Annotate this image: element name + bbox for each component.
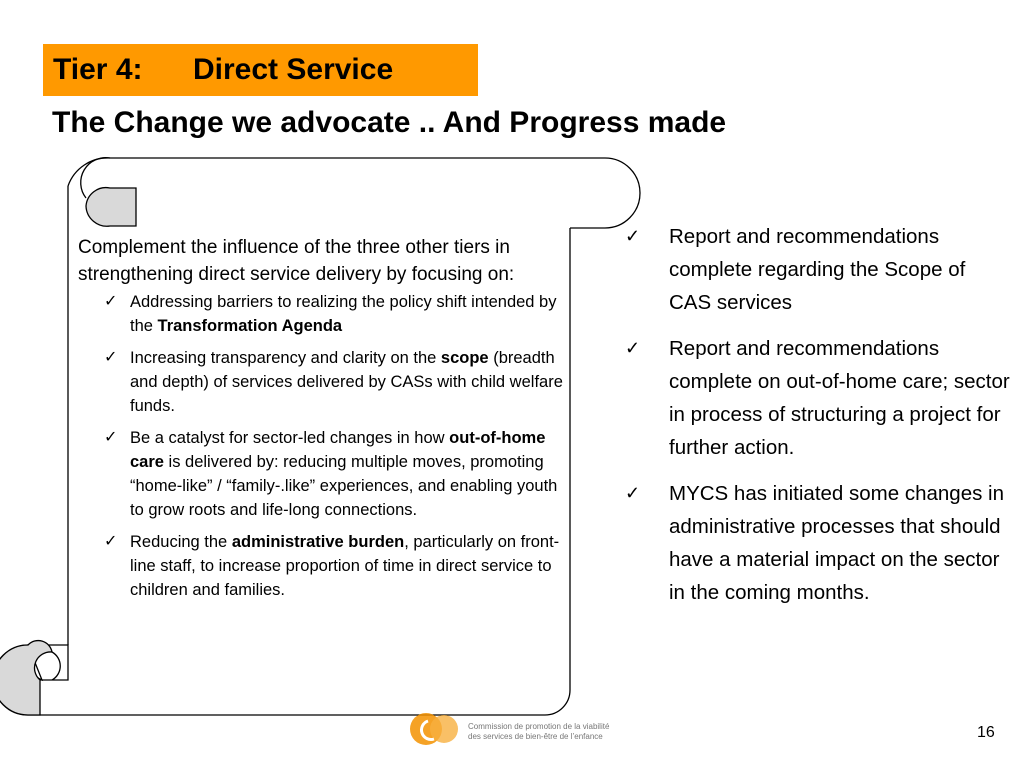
focus-list-item xyxy=(78,346,563,418)
focus-list-item xyxy=(78,530,563,602)
tier-title: Direct Service xyxy=(193,53,394,86)
item-text: Addressing barriers to realizing the policy shift intended by the xyxy=(130,293,557,335)
scroll-content xyxy=(78,234,563,610)
item-emphasis: administrative burden xyxy=(231,533,405,551)
checkmark-icon: ✓ xyxy=(625,483,641,503)
item-text-end: (breadth and depth) of services delivered by CASs with child welfare funds. xyxy=(130,349,563,415)
progress-item xyxy=(625,332,1010,464)
progress-item xyxy=(625,220,1010,319)
scroll-intro: Complement the influence of the three other tiers in strengthening direct service delivery by focusing on: xyxy=(78,237,515,285)
focus-list-item xyxy=(78,426,563,522)
item-emphasis: scope xyxy=(440,349,489,367)
checkmark-icon: ✓ xyxy=(625,226,641,246)
progress-item-text: MYCS has initiated some changes in administrative processes that should have a material impact on the sector in the coming months. xyxy=(669,482,1005,604)
progress-item xyxy=(625,477,1010,609)
checkmark-icon: ✓ xyxy=(104,293,118,310)
progress-list xyxy=(625,220,1010,622)
progress-item-text: Report and recommendations complete regarding the Scope of CAS services xyxy=(669,225,966,314)
item-text: Be a catalyst for sector-led changes in how xyxy=(130,429,450,447)
focus-list-item xyxy=(78,290,563,338)
item-text: Increasing transparency and clarity on the xyxy=(130,349,441,367)
checkmark-icon: ✓ xyxy=(625,338,641,358)
tier-label: Tier 4: xyxy=(53,53,143,86)
item-emphasis: Transformation Agenda xyxy=(157,317,343,335)
checkmark-icon: ✓ xyxy=(104,349,118,366)
checkmark-icon: ✓ xyxy=(104,429,118,446)
logo-line-1: Commission de promotion de la viabilité xyxy=(468,722,610,731)
item-text-end: , particularly on front-line staff, to increase proportion of time in direct service to children and families. xyxy=(130,533,560,599)
logo-line-2: des services de bien-être de l’enfance xyxy=(468,732,603,741)
slide-subtitle: The Change we advocate .. And Progress made xyxy=(52,106,727,139)
item-emphasis: out-of-home care xyxy=(130,429,546,471)
logo-caption xyxy=(468,722,609,742)
page-number: 16 xyxy=(977,724,995,741)
progress-item-text: Report and recommendations complete on out-of-home care; sector in process of structuring a project for further action. xyxy=(669,337,1010,459)
item-text: Reducing the xyxy=(130,533,232,551)
focus-list xyxy=(78,290,563,602)
checkmark-icon: ✓ xyxy=(104,533,118,550)
item-text-end: is delivered by: reducing multiple moves, promoting “home-like” / “family-.like” experiences, and enabling youth to grow roots and life-long connections. xyxy=(130,453,558,519)
